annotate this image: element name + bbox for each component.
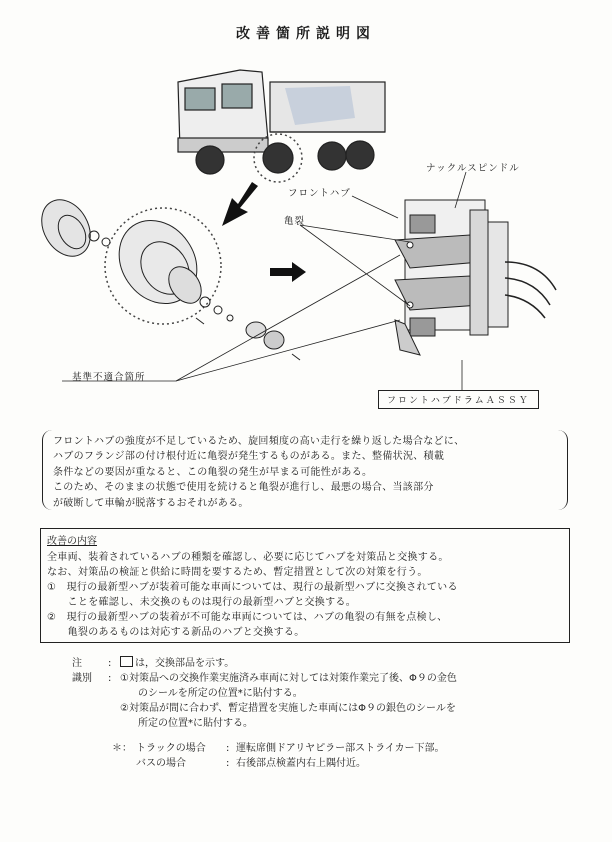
dump-truck-illustration: [178, 70, 385, 182]
exploded-hub-parts: [32, 191, 300, 360]
location-star: ＊：: [112, 743, 132, 754]
arrow-right-icon: [270, 262, 306, 282]
description-line: このため、そのままの状態で使用を続けると亀裂が進行し、最悪の場合、当該部分: [53, 482, 434, 494]
note-text-row: [120, 656, 234, 671]
label-front-hub-drum-assy: フロントハブドラムＡＳＳＹ: [378, 390, 539, 409]
identification-2b: 所定の位置*に貼付する。: [138, 718, 253, 729]
improvement-line: ① 現行の最新型ハブが装着可能な車両については、現行の最新型ハブに交換されている: [47, 582, 458, 593]
arrow-down-left-icon: [222, 182, 258, 226]
note-text: は，交換部品を示す。: [135, 658, 235, 669]
description-line: ハブのフランジ部の付け根付近に亀裂が発生するものがある。また、整備状況、積載: [53, 451, 445, 463]
hub-cross-section: [395, 200, 556, 355]
note-colon: :: [108, 658, 112, 669]
note-label: 注: [72, 658, 82, 669]
identification-label: 識別: [72, 673, 92, 684]
bus-colon: :: [226, 758, 230, 769]
identification-2a: ②対策品が間に合わず、暫定措置を実施した車両にはΦ９の銀色のシールを: [120, 703, 456, 714]
improvement-line: ことを確認し、未交換のものは現行の最新型ハブと交換する。: [47, 597, 356, 608]
improvement-line: 亀裂のあるものは対応する新品のハブと交換する。: [47, 627, 305, 638]
description-line: が破断して車輪が脱落するおそれがある。: [53, 497, 249, 509]
page-title: 改善箇所説明図: [236, 26, 376, 42]
description-line: 条件などの要因が重なると、この亀裂の発生が早まる可能性がある。: [53, 466, 373, 478]
replacement-part-square-icon: [120, 656, 133, 667]
improvement-box: [40, 528, 570, 643]
improvement-line: 全車両、装着されているハブの種類を確認し、必要に応じてハブを対策品と交換する。: [47, 552, 449, 563]
label-nonconforming-part: 基準不適合箇所: [72, 372, 146, 383]
improvement-line: なお、対策品の検証と供給に時間を要するため、暫定措置として次の対策を行う。: [47, 567, 428, 578]
truck-colon: :: [226, 743, 230, 754]
identification-1b: のシールを所定の位置*に貼付する。: [138, 688, 303, 699]
identification-1a: ①対策品への交換作業実施済み車両に対しては対策作業完了後、Φ９の金色: [120, 673, 457, 684]
improvement-heading: 改善の内容: [47, 536, 97, 547]
improvement-line: ② 現行の最新型ハブの装着が不可能な車両については、ハブの亀裂の有無を点検し、: [47, 612, 448, 623]
description-line: フロントハブの強度が不足しているため、旋回頻度の高い走行を繰り返した場合などに、: [53, 436, 465, 447]
bus-location: 右後部点検蓋内右上隅付近。: [236, 758, 366, 769]
label-knuckle-spindle: ナックルスピンドル: [426, 163, 520, 174]
label-front-hub: フロントハブ: [288, 188, 351, 199]
defect-description: [42, 430, 568, 510]
identification-colon: :: [108, 673, 112, 684]
truck-label: トラックの場合: [136, 743, 206, 754]
label-crack: 亀裂: [284, 216, 306, 227]
truck-location: 運転席側ドアリヤピラー部ストライカー下部。: [236, 743, 445, 754]
bus-label: バスの場合: [136, 758, 186, 769]
